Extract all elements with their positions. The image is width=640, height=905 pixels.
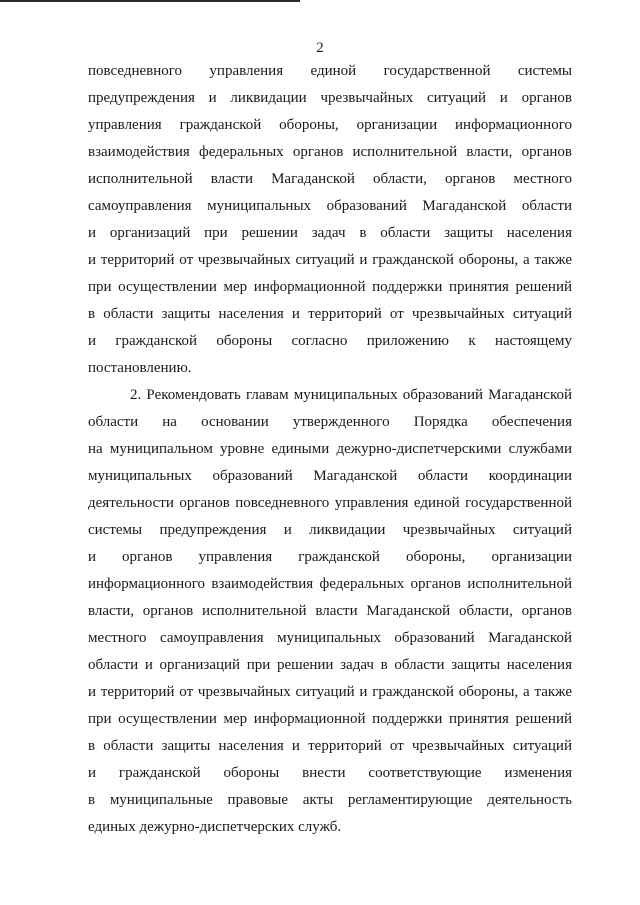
paragraph-1-line: при осуществлении мер информационной поддержки принятия решений	[88, 279, 572, 295]
paragraph-1-line: и территорий от чрезвычайных ситуаций и гражданской обороны, а также	[88, 252, 572, 268]
paragraph-2	[88, 382, 572, 841]
paragraph-1-line: взаимодействия федеральных органов исполнительной власти, органов	[88, 144, 572, 160]
paragraph-1-line: в области защиты населения и территорий от чрезвычайных ситуаций	[88, 306, 572, 322]
paragraph-1-line: повседневного управления единой государственной системы	[88, 63, 572, 79]
scan-edge-line	[0, 0, 300, 2]
paragraph-1-line: и гражданской обороны согласно приложению к настоящему	[88, 333, 572, 349]
paragraph-1-line: предупреждения и ликвидации чрезвычайных ситуаций и органов	[88, 90, 572, 106]
paragraph-1	[88, 58, 572, 382]
paragraph-1-line: и организаций при решении задач в области защиты населения	[88, 225, 572, 241]
paragraph-2-line: информационного взаимодействия федеральных органов исполнительной	[88, 576, 572, 592]
paragraph-1-line: постановлению.	[88, 360, 192, 376]
paragraph-2-line: в муниципальные правовые акты регламентирующие деятельность	[88, 792, 572, 808]
paragraph-2-line: и гражданской обороны внести соответствующие изменения	[88, 765, 572, 781]
paragraph-1-line: самоуправления муниципальных образований Магаданской области	[88, 198, 572, 214]
page-number: 2	[316, 40, 324, 56]
paragraph-2-line: 2. Рекомендовать главам муниципальных образований Магаданской	[130, 387, 572, 403]
paragraph-2-line: при осуществлении мер информационной поддержки принятия решений	[88, 711, 572, 727]
paragraph-2-line: области на основании утвержденного Порядка обеспечения	[88, 414, 572, 430]
paragraph-2-line: местного самоуправления муниципальных образований Магаданской	[88, 630, 572, 646]
paragraph-1-line: исполнительной власти Магаданской области, органов местного	[88, 171, 572, 187]
paragraph-2-line: системы предупреждения и ликвидации чрезвычайных ситуаций	[88, 522, 572, 538]
paragraph-2-line: власти, органов исполнительной власти Магаданской области, органов	[88, 603, 572, 619]
paragraph-2-line: и территорий от чрезвычайных ситуаций и гражданской обороны, а также	[88, 684, 572, 700]
paragraph-2-line: муниципальных образований Магаданской области координации	[88, 468, 572, 484]
paragraph-2-line: области и организаций при решении задач в области защиты населения	[88, 657, 572, 673]
paragraph-2-line: единых дежурно-диспетчерских служб.	[88, 819, 342, 835]
document-body	[88, 58, 572, 841]
paragraph-2-line: в области защиты населения и территорий от чрезвычайных ситуаций	[88, 738, 572, 754]
paragraph-2-line: и органов управления гражданской обороны, организации	[88, 549, 572, 565]
paragraph-2-line: на муниципальном уровне едиными дежурно-диспетчерскими службами	[88, 441, 572, 457]
paragraph-1-line: управления гражданской обороны, организации информационного	[88, 117, 572, 133]
paragraph-2-line: деятельности органов повседневного управления единой государственной	[88, 495, 572, 511]
